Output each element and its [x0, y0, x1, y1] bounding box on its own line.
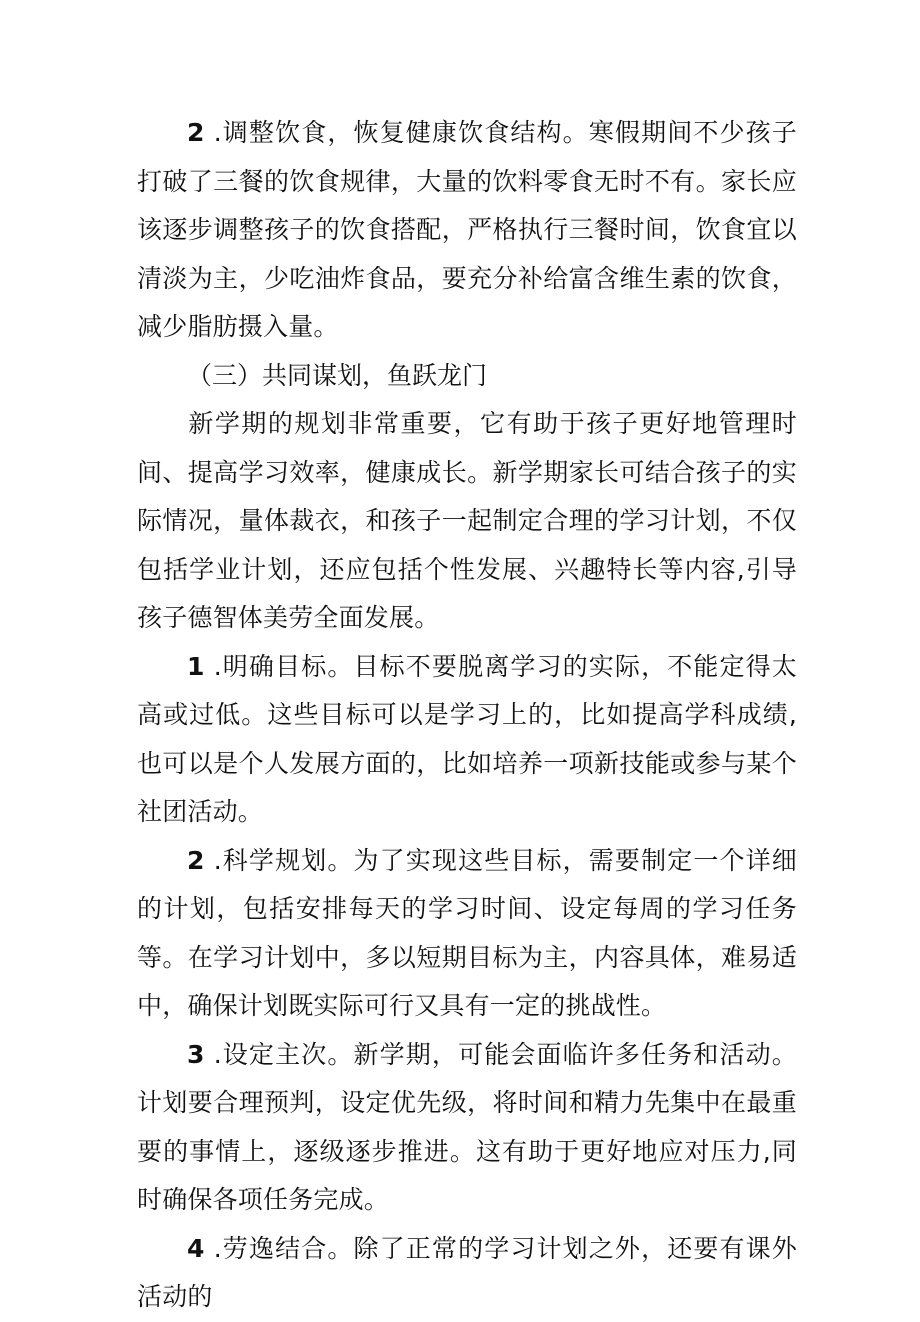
document-body	[137, 109, 797, 1322]
item-number: 1	[187, 651, 205, 681]
paragraph-goals	[137, 643, 797, 837]
item-number: 2	[187, 845, 205, 875]
paragraph-text: .设定主次。新学期，可能会面临许多任务和活动。计划要合理预判，设定优先级，将时间和精力先集中在最重要的事情上，逐级逐步推进。这有助于更好地应对压力,同时确保各项任务完成。	[137, 1039, 797, 1214]
paragraph-text: 新学期的规划非常重要，它有助于孩子更好地管理时间、提高学习效率，健康成长。新学期家长可结合孩子的实际情况，量体裁衣，和孩子一起制定合理的学习计划，不仅包括学业计划，还应包括个性发展、兴趣特长等内容,引导孩子德智体美劳全面发展。	[137, 409, 797, 632]
item-number: 2	[187, 118, 205, 147]
item-number: 3	[187, 1039, 205, 1069]
paragraph-balance	[137, 1225, 797, 1322]
paragraph-text: .劳逸结合。除了正常的学习计划之外，还要有课外活动的	[137, 1233, 797, 1311]
paragraph-planning-intro	[137, 400, 797, 643]
paragraph-plan	[137, 837, 797, 1031]
paragraph-priorities	[137, 1031, 797, 1225]
paragraph-text: .调整饮食，恢复健康饮食结构。寒假期间不少孩子打破了三餐的饮食规律，大量的饮料零食无时不有。家长应该逐步调整孩子的饮食搭配，严格执行三餐时间，饮食宜以清淡为主，少吃油炸食品，要充分补给富含维生素的饮食，减少脂肪摄入量。	[137, 118, 797, 341]
section-heading: （三）共同谋划，鱼跃龙门	[187, 360, 488, 390]
paragraph-diet	[137, 109, 797, 352]
paragraph-text: .明确目标。目标不要脱离学习的实际，不能定得太高或过低。这些目标可以是学习上的，比如提高学科成绩,也可以是个人发展方面的，比如培养一项新技能或参与某个社团活动。	[137, 651, 797, 826]
item-number: 4	[187, 1233, 205, 1263]
paragraph-text: .科学规划。为了实现这些目标，需要制定一个详细的计划，包括安排每天的学习时间、设定每周的学习任务等。在学习计划中，多以短期目标为主，内容具体，难易适中，确保计划既实际可行又具有一定的挑战性。	[137, 845, 797, 1020]
